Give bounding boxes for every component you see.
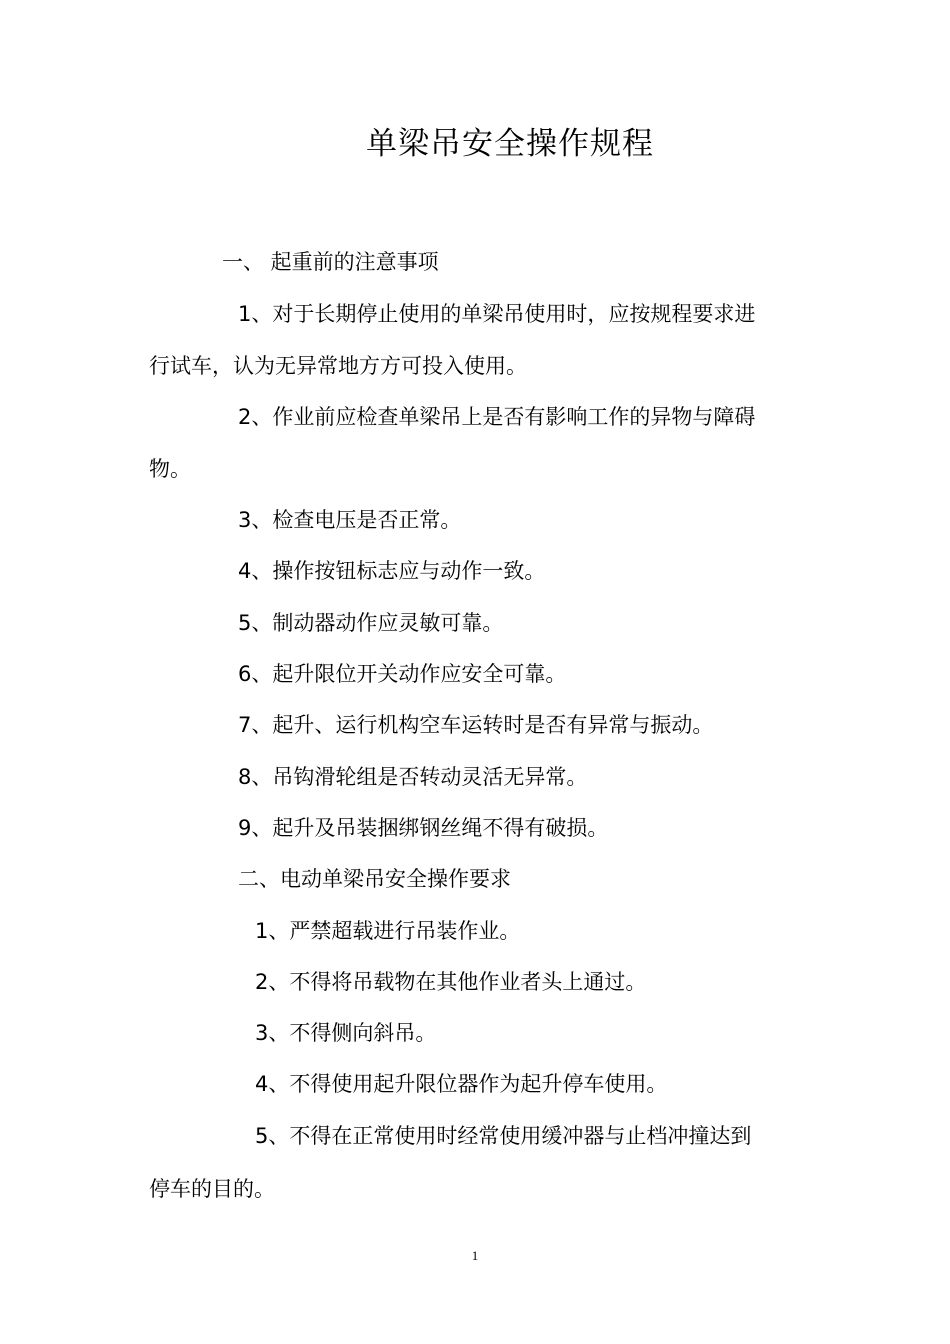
section-heading-2: 二、电动单梁吊安全操作要求 [238, 867, 511, 891]
page-number: 1 [471, 1248, 479, 1263]
list-item-1-2-continuation: 物。 [149, 457, 191, 481]
list-item-1-6: 6、起升限位开关动作应安全可靠。 [238, 662, 567, 686]
list-item-1-5: 5、制动器动作应灵敏可靠。 [238, 611, 504, 635]
list-item-1-1-continuation: 行试车，认为无异常地方方可投入使用。 [149, 354, 527, 378]
list-item-2-5: 5、不得在正常使用时经常使用缓冲器与止档冲撞达到 [255, 1124, 752, 1148]
list-item-2-5-continuation: 停车的目的。 [149, 1177, 275, 1201]
list-item-2-3: 3、不得侧向斜吊。 [255, 1021, 437, 1045]
section-heading-1: 一、 起重前的注意事项 [222, 250, 439, 274]
list-item-1-4: 4、操作按钮标志应与动作一致。 [238, 559, 546, 583]
list-item-2-1: 1、严禁超载进行吊装作业。 [255, 919, 521, 943]
list-item-1-7: 7、起升、运行机构空车运转时是否有异常与振动。 [238, 713, 714, 737]
list-item-1-8: 8、吊钩滑轮组是否转动灵活无异常。 [238, 765, 588, 789]
list-item-2-2: 2、不得将吊载物在其他作业者头上通过。 [255, 970, 647, 994]
list-item-2-4: 4、不得使用起升限位器作为起升停车使用。 [255, 1072, 668, 1096]
list-item-1-9: 9、起升及吊装捆绑钢丝绳不得有破损。 [238, 816, 609, 840]
list-item-1-2: 2、作业前应检查单梁吊上是否有影响工作的异物与障碍 [238, 405, 756, 429]
list-item-1-3: 3、检查电压是否正常。 [238, 508, 462, 532]
list-item-1-1: 1、对于长期停止使用的单梁吊使用时，应按规程要求进 [238, 302, 756, 326]
document-title: 单梁吊安全操作规程 [366, 126, 654, 162]
